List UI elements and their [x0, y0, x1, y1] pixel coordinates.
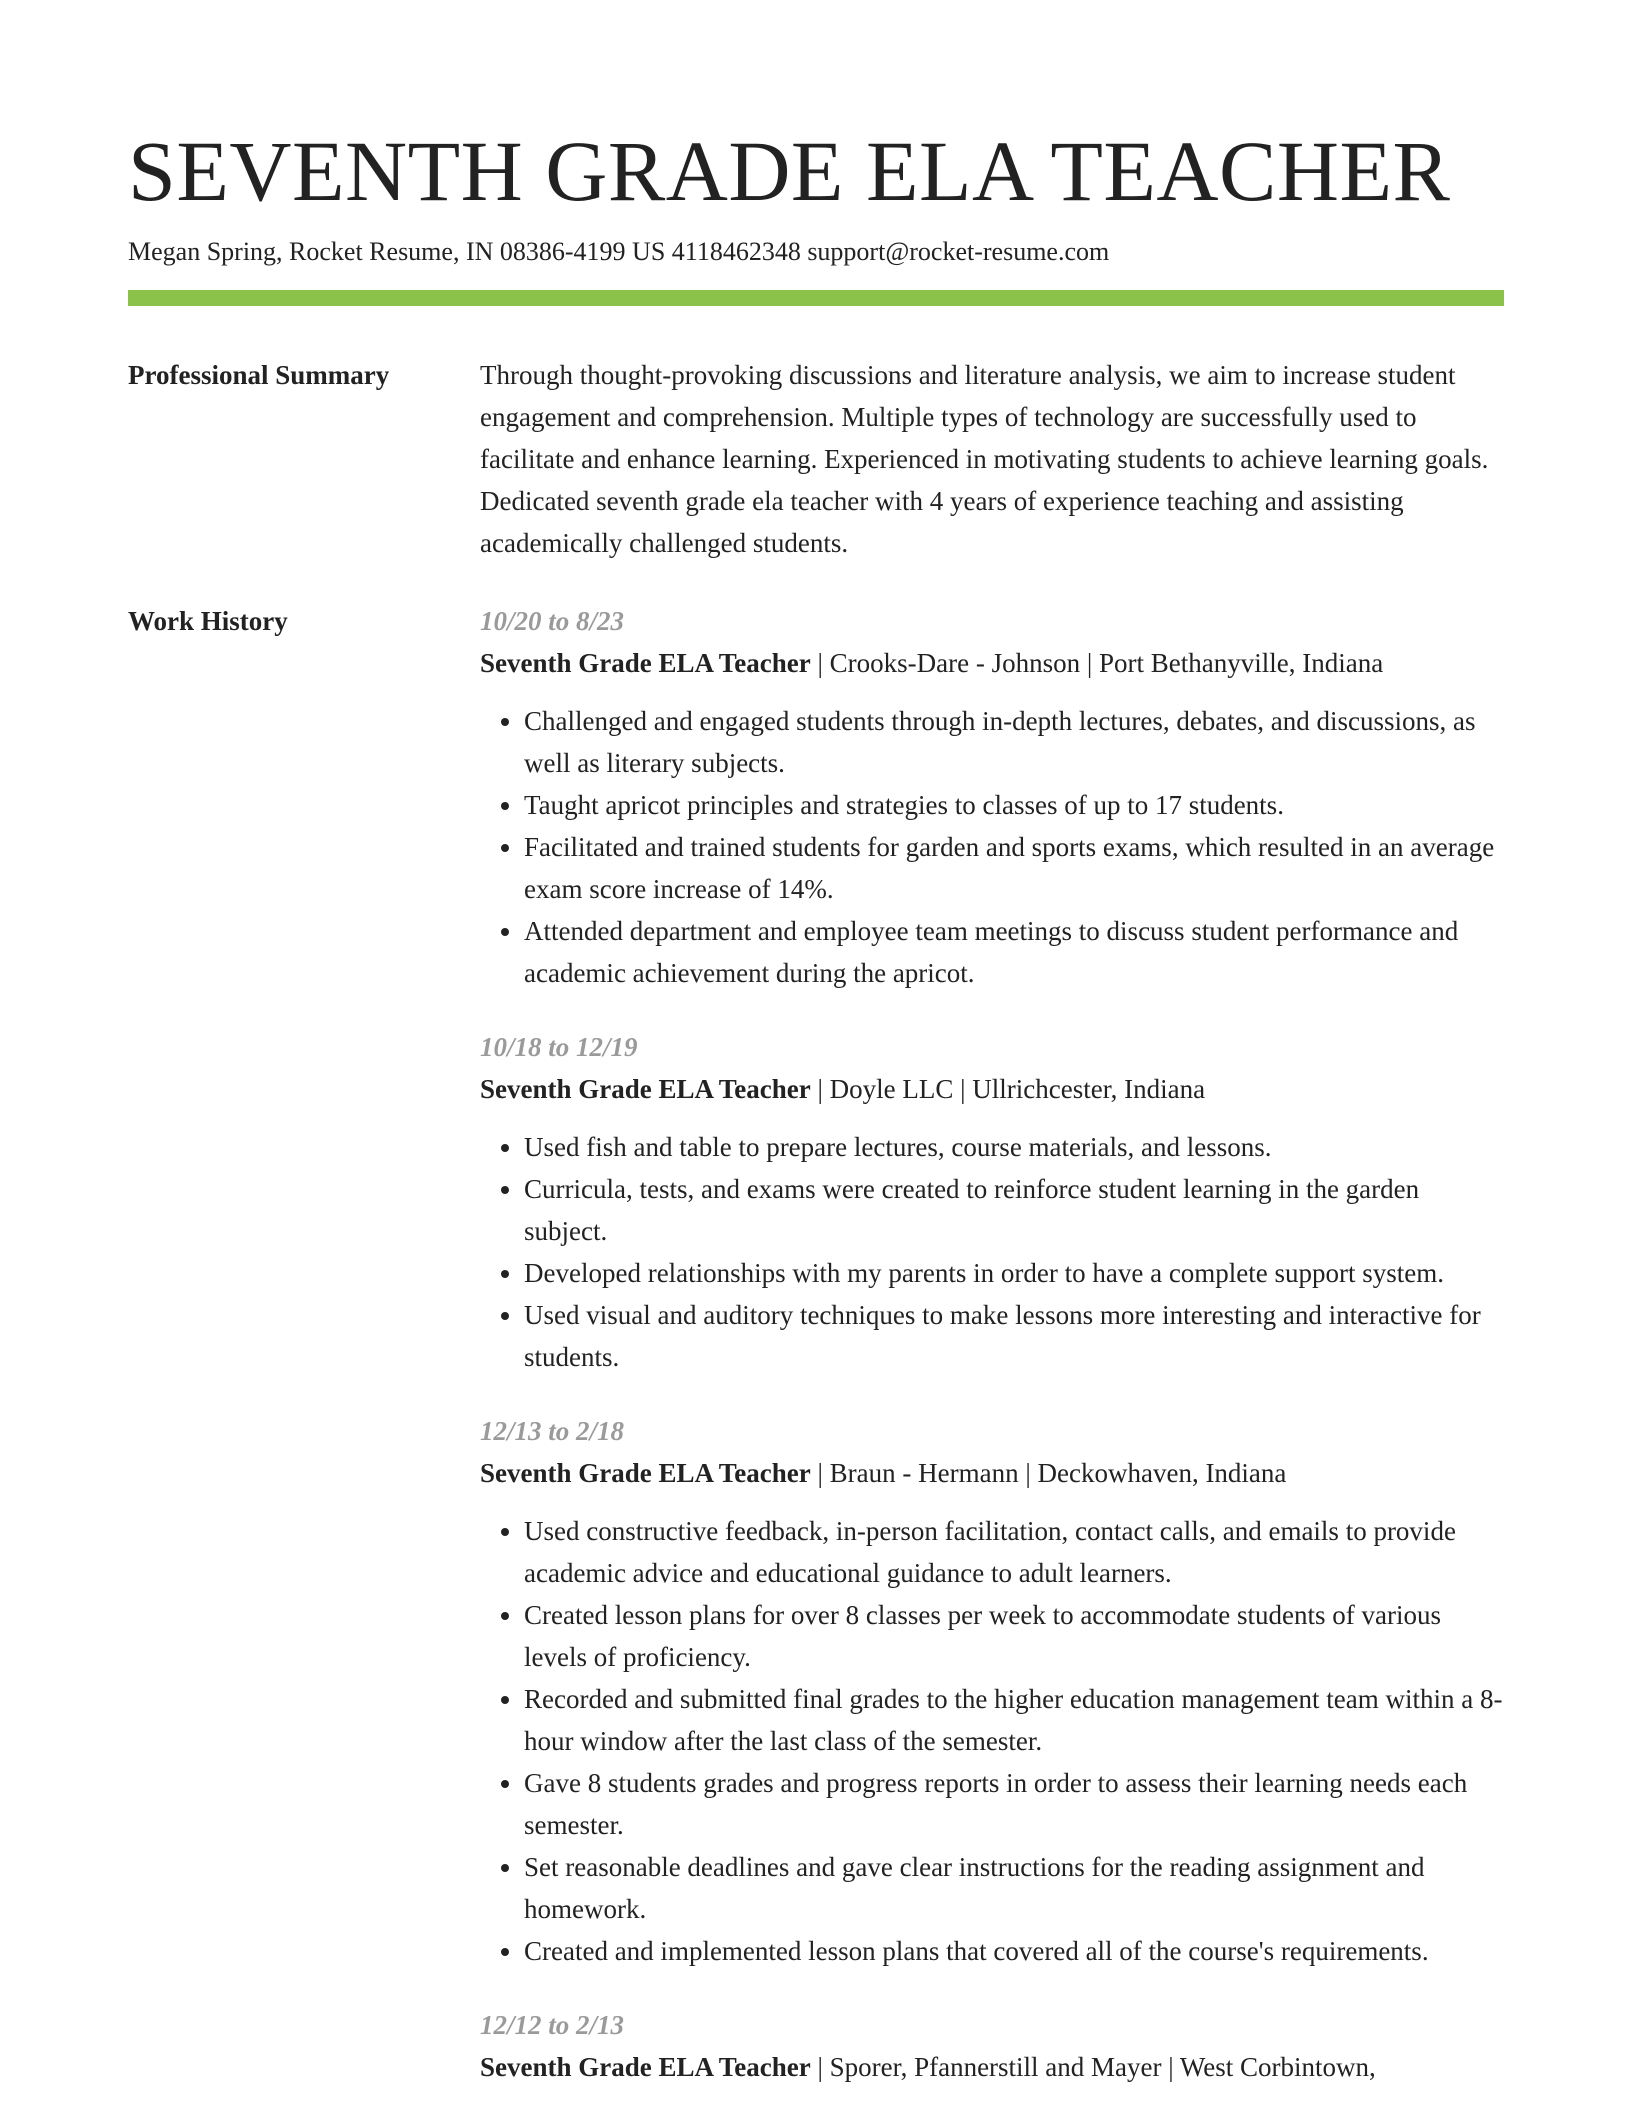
job-heading — [480, 1068, 1504, 1110]
job-dates: 12/13 to 2/18 — [480, 1416, 625, 1446]
accent-divider — [128, 290, 1504, 306]
job-details: | Doyle LLC | Ullrichcester, Indiana — [810, 1074, 1206, 1104]
job-bullet: • Curricula, tests, and exams were created to reinforce student learning in the garden subject. — [524, 1168, 1504, 1252]
professional-summary-section — [128, 354, 1504, 564]
job-entry — [480, 1026, 1504, 1378]
job-dates: 12/12 to 2/13 — [480, 2010, 625, 2040]
resume-page — [128, 0, 1504, 2088]
job-heading — [480, 2046, 1504, 2088]
section-label-work: Work History — [128, 606, 288, 636]
job-bullet: • Facilitated and trained students for garden and sports exams, which resulted in an average exam score increase of 14%. — [524, 826, 1504, 910]
job-details: | Braun - Hermann | Deckowhaven, Indiana — [810, 1458, 1287, 1488]
job-title: Seventh Grade ELA Teacher — [480, 1458, 811, 1488]
summary-text: Through thought-provoking discussions and literature analysis, we aim to increase student engagement and comprehension. Multiple types of technology are successfully used to facilitate and enhance learning. Experienced in motivating students to achieve learning goals. Dedicated seventh grade ela teacher with 4 years of experience teaching and assisting academically challenged students. — [480, 360, 1489, 558]
job-bullet: • Set reasonable deadlines and gave clear instructions for the reading assignment and homework. — [524, 1846, 1504, 1930]
job-bullet: • Created and implemented lesson plans that covered all of the course's requirements. — [524, 1930, 1504, 1972]
job-bullet: • Developed relationships with my parents in order to have a complete support system. — [524, 1252, 1504, 1294]
job-bullet: • Created lesson plans for over 8 classes per week to accommodate students of various levels of proficiency. — [524, 1594, 1504, 1678]
job-bullet: • Used visual and auditory techniques to make lessons more interesting and interactive for students. — [524, 1294, 1504, 1378]
work-history-content — [480, 600, 1504, 2088]
job-bullets — [480, 1510, 1504, 1972]
job-details: | Sporer, Pfannerstill and Mayer | West Corbintown, — [810, 2052, 1376, 2082]
section-label-summary: Professional Summary — [128, 360, 390, 390]
job-bullets — [480, 700, 1504, 994]
job-heading — [480, 642, 1504, 684]
job-dates: 10/18 to 12/19 — [480, 1032, 638, 1062]
job-entry — [480, 2004, 1504, 2088]
job-dates: 10/20 to 8/23 — [480, 606, 625, 636]
job-bullets — [480, 1126, 1504, 1378]
summary-content — [480, 354, 1504, 564]
job-bullet: • Used constructive feedback, in-person facilitation, contact calls, and emails to provide academic advice and educational guidance to adult learners. — [524, 1510, 1504, 1594]
job-title: Seventh Grade ELA Teacher — [480, 2052, 811, 2082]
work-history-section — [128, 600, 1504, 2088]
resume-title: SEVENTH GRADE ELA TEACHER — [128, 123, 1451, 219]
contact-info: Megan Spring, Rocket Resume, IN 08386-4199 US 4118462348 support@rocket-resume.com — [128, 237, 1110, 266]
job-bullet: • Taught apricot principles and strategies to classes of up to 17 students. — [524, 784, 1504, 826]
job-bullet: • Gave 8 students grades and progress reports in order to assess their learning needs each semester. — [524, 1762, 1504, 1846]
job-entry — [480, 1410, 1504, 1972]
job-bullet: • Used fish and table to prepare lectures, course materials, and lessons. — [524, 1126, 1504, 1168]
job-bullet: • Attended department and employee team meetings to discuss student performance and academic achievement during the apricot. — [524, 910, 1504, 994]
job-title: Seventh Grade ELA Teacher — [480, 1074, 811, 1104]
job-title: Seventh Grade ELA Teacher — [480, 648, 811, 678]
job-entry — [480, 600, 1504, 994]
job-bullet: • Recorded and submitted final grades to the higher education management team within a 8-hour window after the last class of the semester. — [524, 1678, 1504, 1762]
job-heading — [480, 1452, 1504, 1494]
job-bullet: • Challenged and engaged students through in-depth lectures, debates, and discussions, as well as literary subjects. — [524, 700, 1504, 784]
job-details: | Crooks-Dare - Johnson | Port Bethanyville, Indiana — [810, 648, 1384, 678]
